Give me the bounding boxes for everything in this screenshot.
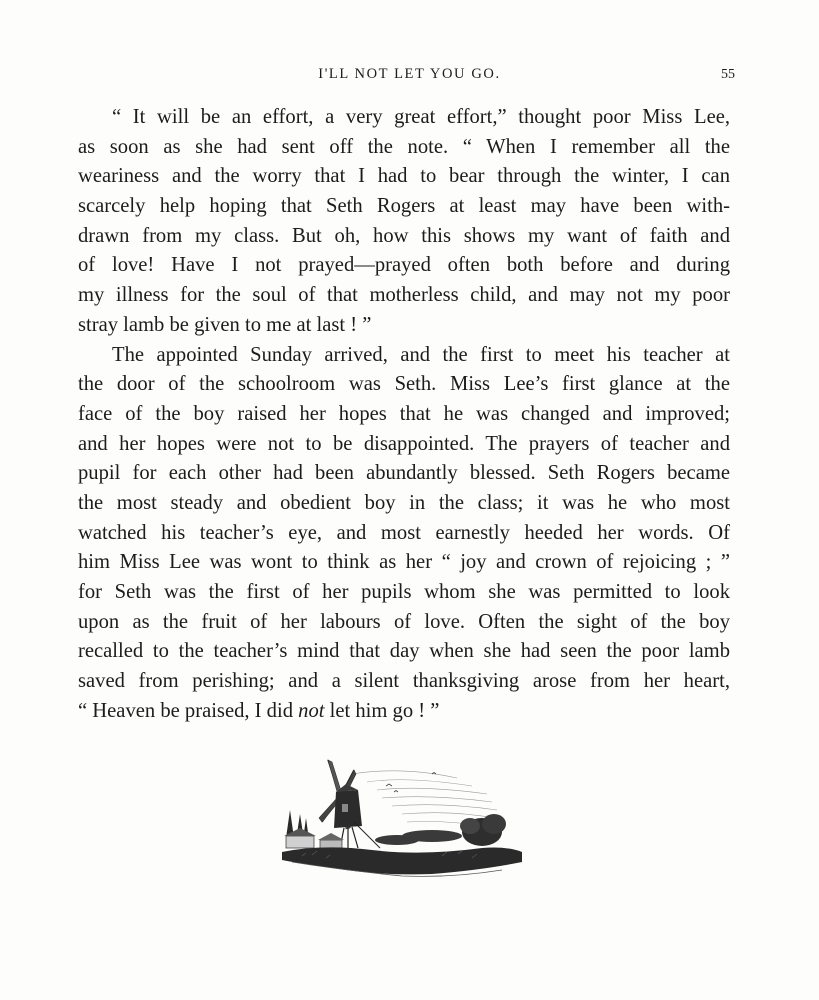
body-text: [78, 103, 730, 726]
windmill-landscape-engraving: [282, 752, 522, 880]
text-line-final: [78, 697, 730, 727]
text-line: pupil for each other had been abundantly blessed. Seth Rogers became: [78, 462, 730, 485]
text-line: of love! Have I not prayed—prayed often both before and during: [78, 254, 730, 277]
text-line: drawn from my class. But oh, how this shows my want of faith and: [78, 224, 730, 247]
text-line: The appointed Sunday arrived, and the first to meet his teacher at: [112, 343, 730, 366]
final-line-end: let him go ! ”: [324, 699, 440, 722]
text-line: recalled to the teacher’s mind that day when she had seen the poor lamb: [78, 640, 730, 663]
text-line: as soon as she had sent off the note. “ When I remember all the: [78, 135, 730, 158]
tree-right: [460, 814, 506, 846]
text-line: saved from perishing; and a silent thanksgiving arose from her heart,: [78, 670, 730, 693]
birds: [386, 773, 436, 793]
final-line-start: “ Heaven be praised, I did: [78, 699, 299, 722]
text-line: and her hopes were not to be disappointed. The prayers of teacher and: [78, 432, 730, 455]
text-line: for Seth was the first of her pupils whom she was permitted to look: [78, 581, 730, 603]
emphasis-not: not: [298, 699, 325, 722]
text-line: him Miss Lee was wont to think as her “ joy and crown of rejoicing ; ”: [78, 551, 730, 574]
text-line: weariness and the worry that I had to bear through the winter, I can: [78, 165, 730, 188]
text-line: face of the boy raised her hopes that he was changed and improved;: [78, 402, 730, 425]
text-line: my illness for the soul of that motherless child, and may not my poor: [78, 284, 730, 307]
running-head: [0, 66, 819, 86]
sky-hatching: [352, 771, 497, 826]
text-line: upon as the fruit of her labours of love. Often the sight of the boy: [78, 610, 730, 633]
text-line: stray lamb be given to me at last ! ”: [78, 313, 372, 336]
text-line: “ It will be an effort, a very great effort,” thought poor Miss Lee,: [112, 106, 730, 128]
foreground: [282, 847, 522, 876]
page-number: 55: [721, 67, 735, 82]
text-line: scarcely help hoping that Seth Rogers at least may have been with-: [78, 195, 730, 218]
text-line: the door of the schoolroom was Seth. Miss Lee’s first glance at the: [78, 373, 730, 396]
hedgerow: [375, 830, 462, 845]
text-line: the most steady and obedient boy in the class; it was he who most: [78, 491, 730, 514]
text-line: watched his teacher’s eye, and most earnestly heeded her words. Of: [78, 521, 730, 544]
running-title: I'LL NOT LET YOU GO.: [318, 66, 501, 82]
